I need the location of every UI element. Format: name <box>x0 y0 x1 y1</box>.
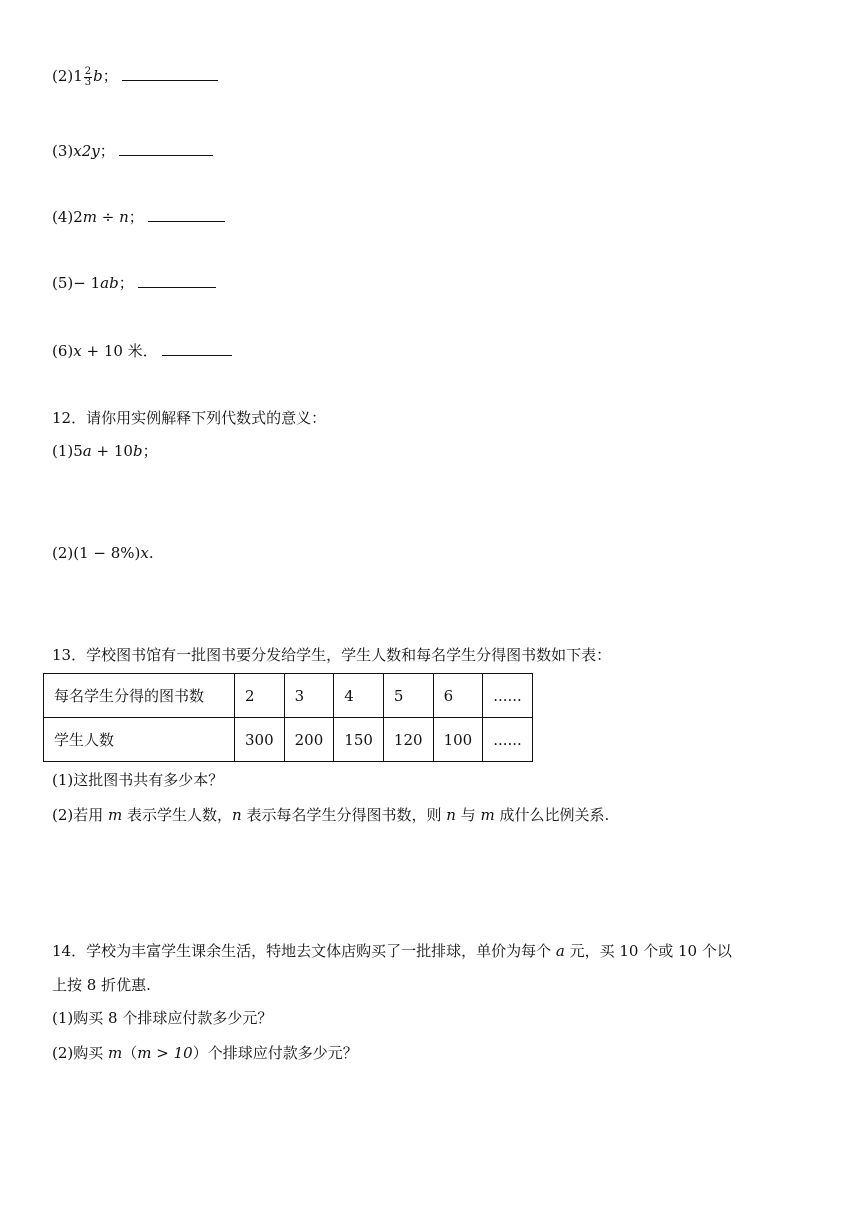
math-var: b <box>93 67 103 85</box>
math-var: n <box>446 806 456 824</box>
math-var: b <box>132 442 143 460</box>
math-expr: m ÷ n <box>82 208 129 226</box>
table-cell: 5 <box>383 674 433 718</box>
books-table <box>43 673 533 762</box>
math-var: m <box>480 806 495 824</box>
table-cell: 2 <box>235 674 285 718</box>
math-var: a <box>555 942 565 960</box>
text: 成什么比例关系. <box>494 806 610 824</box>
table-header-cell: 学生人数 <box>44 718 235 762</box>
text: ）个排球应付款多少元？ <box>192 1044 358 1062</box>
math-var: x <box>73 342 82 360</box>
q14-line-1 <box>52 941 732 961</box>
text: 元，买 10 个或 10 个以 <box>564 942 732 960</box>
text: 14．学校为丰富学生课余生活，特地去文体店购买了一批排球，单价为每个 <box>52 942 556 960</box>
answer-blank[interactable] <box>122 66 218 81</box>
table-cell: 4 <box>334 674 384 718</box>
table-cell: 150 <box>334 718 384 762</box>
math-var: m <box>108 1044 123 1062</box>
item-label: (1)5 <box>52 442 83 460</box>
text: 与 <box>455 806 481 824</box>
table-cell: 200 <box>284 718 334 762</box>
q14-line-2: 上按 8 折优惠. <box>52 976 151 994</box>
q13-title: 13．学校图书馆有一批图书要分发给学生，学生人数和每名学生分得图书数如下表： <box>52 646 612 664</box>
q11-item-4 <box>52 207 225 227</box>
text: 表示每名学生分得图书数，则 <box>241 806 447 824</box>
table-cell: ...... <box>483 718 533 762</box>
table-cell: 100 <box>433 718 483 762</box>
separator: ； <box>99 142 115 160</box>
math-var: x <box>140 544 149 562</box>
q11-item-5 <box>52 273 216 293</box>
item-label: (6) <box>52 342 74 360</box>
answer-blank[interactable] <box>148 207 225 222</box>
math-var: m <box>108 806 123 824</box>
table-cell: 300 <box>235 718 285 762</box>
q13-sub-1: (1)这批图书共有多少本？ <box>52 771 224 789</box>
fraction-numerator: 2 <box>84 65 92 77</box>
q14-sub-2 <box>52 1043 358 1063</box>
text: （ <box>122 1044 138 1062</box>
math-expr: x2y <box>73 142 100 160</box>
table-header-cell: 每名学生分得的图书数 <box>44 674 235 718</box>
separator: ． <box>142 342 158 360</box>
table-cell: 120 <box>383 718 433 762</box>
table-cell: 6 <box>433 674 483 718</box>
q11-item-3 <box>52 141 213 161</box>
answer-blank[interactable] <box>119 141 213 156</box>
text: (2)若用 <box>52 806 109 824</box>
q13-sub-2 <box>52 805 609 825</box>
text: (2)购买 <box>52 1044 109 1062</box>
item-label: (4)2 <box>52 208 83 226</box>
item-label: (3) <box>52 142 74 160</box>
item-label: (2)1 <box>52 67 83 85</box>
table-cell: ...... <box>483 674 533 718</box>
q12-title: 12．请你用实例解释下列代数式的意义： <box>52 409 327 427</box>
answer-blank[interactable] <box>138 273 216 288</box>
math-expr: + 10 <box>91 442 133 460</box>
separator: ； <box>142 442 158 460</box>
answer-blank[interactable] <box>162 341 232 356</box>
q11-item-6 <box>52 341 232 361</box>
item-label: (2)(1 − 8%) <box>52 544 141 562</box>
math-var: n <box>232 806 242 824</box>
q14-sub-1: (1)购买 8 个排球应付款多少元？ <box>52 1009 273 1027</box>
table-row <box>44 674 533 718</box>
math-expr: m > 10 <box>137 1044 193 1062</box>
table-cell: 3 <box>284 674 334 718</box>
math-expr: ab <box>100 274 119 292</box>
q12-item-2 <box>52 543 154 563</box>
fraction-denominator: 3 <box>84 76 92 88</box>
math-expr: + 10 米 <box>81 342 143 360</box>
math-var: a <box>82 442 92 460</box>
separator: ； <box>102 67 118 85</box>
fraction <box>84 67 92 88</box>
item-label: (5)− 1 <box>52 274 101 292</box>
q12-item-1 <box>52 441 158 461</box>
table-row <box>44 718 533 762</box>
separator: ； <box>118 274 134 292</box>
separator: . <box>148 544 154 562</box>
text: 表示学生人数， <box>122 806 233 824</box>
separator: ； <box>128 208 144 226</box>
q11-item-2 <box>52 66 218 88</box>
